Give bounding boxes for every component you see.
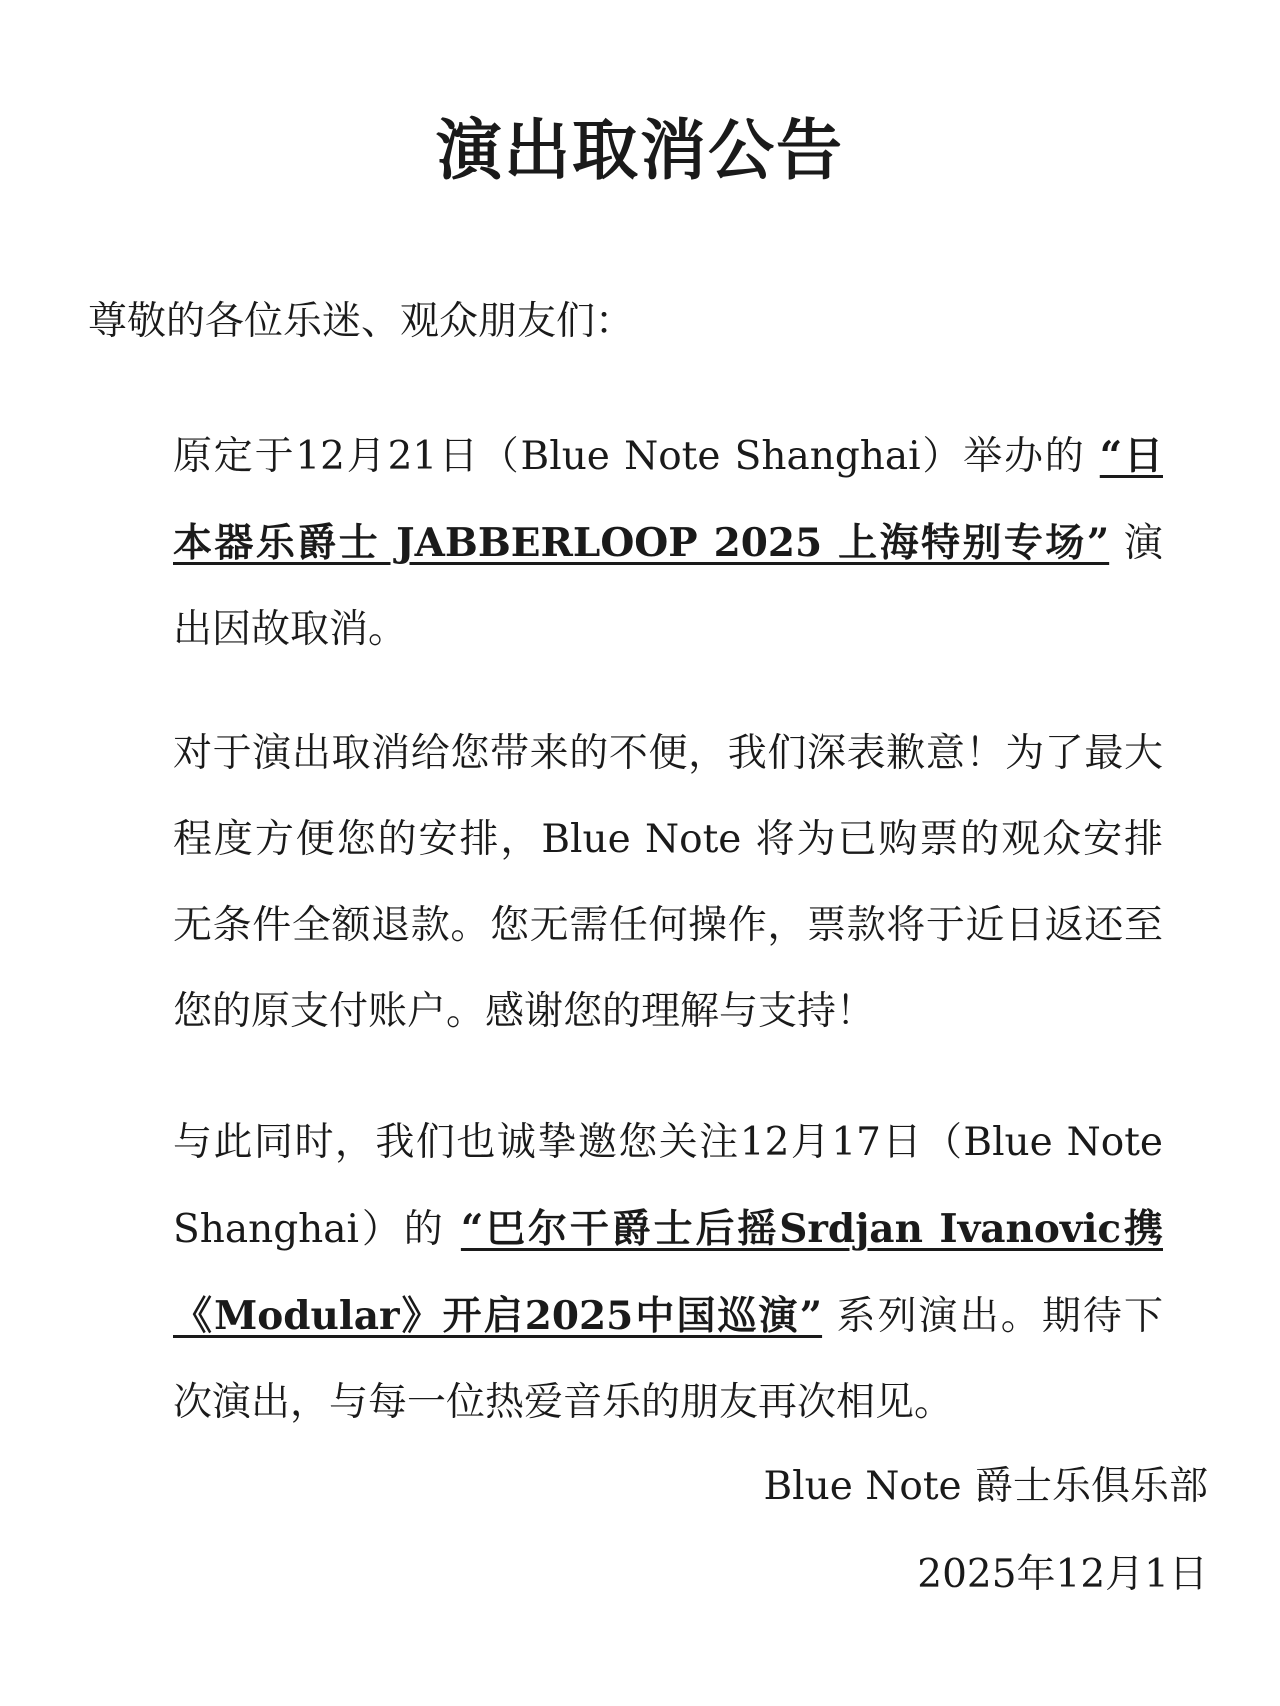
paragraph-text: 系列演出。期待下次演出，与每一位热爱音乐的朋友再次相见。 xyxy=(173,1294,1163,1425)
cancellation-paragraph xyxy=(173,413,1163,673)
upcoming-event-paragraph xyxy=(173,1100,1163,1446)
salutation: 尊敬的各位乐迷、观众朋友们： xyxy=(88,299,635,344)
notice-date: 2025年12月1日 xyxy=(917,1552,1208,1597)
paragraph-text: 演出因故取消。 xyxy=(173,521,1163,652)
cancelled-event-name: “日本器乐爵士 JABBERLOOP 2025 上海特别专场” xyxy=(173,433,1163,566)
paragraph-text: 与此同时，我们也诚挚邀您关注12月17日（Blue Note Shanghai）的 xyxy=(173,1120,1163,1252)
signature: Blue Note 爵士乐俱乐部 xyxy=(763,1464,1208,1509)
refund-paragraph: 对于演出取消给您带来的不便，我们深表歉意！为了最大程度方便您的安排，Blue Note 将为已购票的观众安排无条件全额退款。您无需任何操作，票款将于近日返还至您的原支付账户。感谢您的理解与支持！ xyxy=(173,731,1163,1034)
page-title: 演出取消公告 xyxy=(436,111,844,189)
paragraph-text: 原定于12月21日（Blue Note Shanghai）举办的 xyxy=(173,434,1100,479)
upcoming-event-name: “巴尔干爵士后摇Srdjan Ivanovic携《Modular》开启2025中国巡演” xyxy=(173,1206,1163,1339)
